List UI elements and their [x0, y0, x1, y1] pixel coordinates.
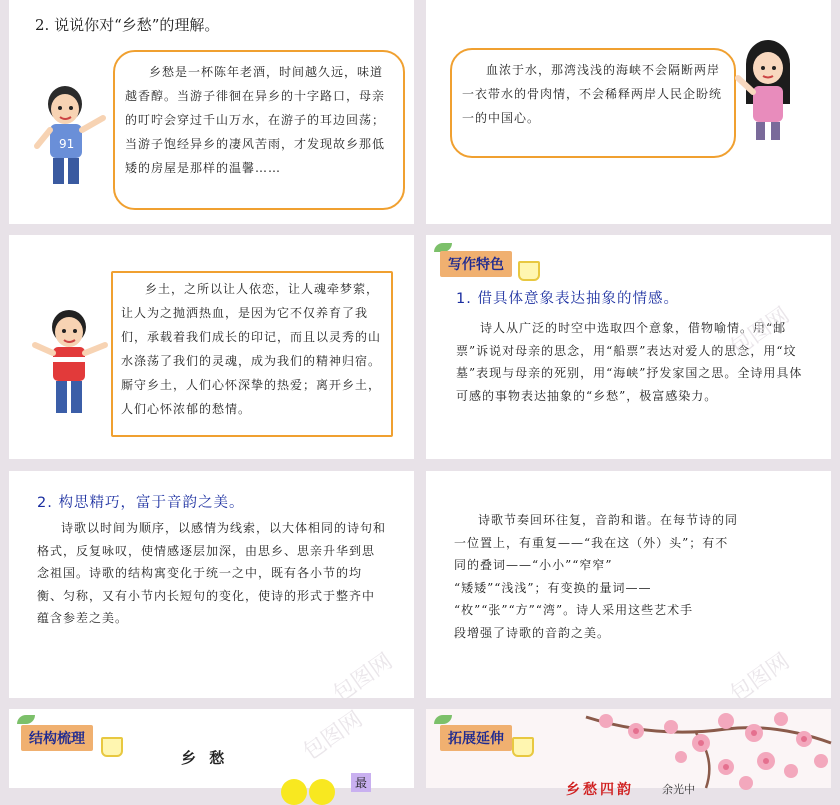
- speech-bubble: [113, 50, 405, 210]
- cherry-blossom-image: [576, 709, 831, 788]
- highlight-circle-2: [309, 779, 335, 805]
- side-label: 最: [351, 773, 371, 792]
- text-line: 段增强了诗歌的音韵之美。: [454, 625, 611, 640]
- feature-heading: 1. 借具体意象表达抽象的情感。: [456, 291, 679, 307]
- slide-homesick-understanding: [9, 0, 414, 224]
- text-line: 一位置上，有重复——“我在这（外）头”；有不: [454, 535, 729, 550]
- text-line: “矮矮”“浅浅”；有变换的量词——: [454, 580, 652, 595]
- svg-text:91: 91: [59, 137, 75, 151]
- girl-character-image: [726, 38, 806, 142]
- slide-extension: [426, 709, 831, 798]
- boy-character-image: [25, 82, 115, 192]
- cup-decoration-icon: [101, 737, 123, 757]
- rhythm-text: [454, 509, 814, 644]
- slide-homeland: [9, 235, 414, 459]
- feature-text: 诗人从广泛的时空中选取四个意象，借物喻情。用“邮票”诉说对母亲的思念，用“船票”表达对爱人的思念，用“坟墓”表现与母亲的死别，用“海峡”抒发家国之思。全诗用具体可感的事物表达抽象的“乡愁”，极富感染力。: [456, 321, 803, 403]
- bubble-text: 血浓于水，那湾浅浅的海峡不会隔断两岸一衣带水的骨肉情，不会稀释两岸人民企盼统一的中国心。: [462, 63, 723, 125]
- question-heading: 2. 说说你对“乡愁”的理解。: [35, 16, 220, 34]
- cup-decoration-icon: [518, 261, 540, 281]
- slide-structure-rhythm: [9, 471, 414, 708]
- watermark: 包图网: [328, 648, 398, 708]
- feature-heading: 2. 构思精巧，富于音韵之美。: [37, 495, 245, 511]
- cup-decoration-icon: [512, 737, 534, 757]
- poem-title: 乡愁四韵: [566, 782, 634, 798]
- highlight-circle-1: [281, 779, 307, 805]
- feature-text: 诗歌以时间为顺序，以感情为线索，以大体相同的诗句和格式，反复咏叹，使情感逐层加深，由思乡、思亲升华到思念祖国。诗歌的结构寓变化于统一之中，既有各小节的均衡、匀称，又有小节内长短句的变化，使诗的形式于整齐中蕴含参差之美。: [37, 521, 387, 625]
- leaf-decoration-icon: [17, 715, 35, 724]
- slide-structure-outline: [9, 706, 414, 790]
- watermark: 包图网: [298, 706, 368, 766]
- box-text: 乡土，之所以让人依恋，让人魂牵梦萦，让人为之抛洒热血，是因为它不仅养育了我们，承载着我们成长的印记，而且以灵秀的山水涤荡了我们的灵魂，成为我们的精神归宿。厮守乡土，人们心怀深挚的热爱；离开乡土，人们心怀浓郁的愁情。: [121, 282, 382, 416]
- speech-box: [111, 271, 393, 437]
- text-line: 同的叠词——“小小”“窄窄”: [454, 558, 613, 572]
- speech-bubble: [450, 48, 736, 158]
- text-line: 诗歌节奏回环往复，音韵和谐。在每节诗的同: [478, 513, 739, 527]
- slide-rhythm-details: [426, 471, 831, 708]
- section-tag: 拓展延伸: [440, 725, 512, 751]
- watermark: 包图网: [725, 302, 795, 362]
- slide-blood-thicker-than-water: [426, 0, 831, 224]
- boy-character-image: [27, 305, 117, 425]
- poem-title: 乡 愁: [181, 749, 229, 767]
- slide-writing-features: [426, 235, 831, 459]
- text-line: “枚”“张”“方”“湾”。诗人采用这些艺术手: [454, 603, 694, 617]
- leaf-decoration-icon: [434, 715, 452, 724]
- bubble-text: 乡愁是一杯陈年老酒，时间越久远，味道越香醇。当游子徘徊在异乡的十字路口，母亲的叮咛会穿过千山万水，在游子的耳边回荡；当游子饱经异乡的凄风苦雨，才发现故乡那低矮的房屋是那样的温馨……: [125, 65, 386, 175]
- poem-author: 余光中: [662, 783, 695, 796]
- section-tag: 写作特色: [440, 251, 512, 277]
- section-tag: 结构梳理: [21, 725, 93, 751]
- watermark: 包图网: [725, 648, 795, 708]
